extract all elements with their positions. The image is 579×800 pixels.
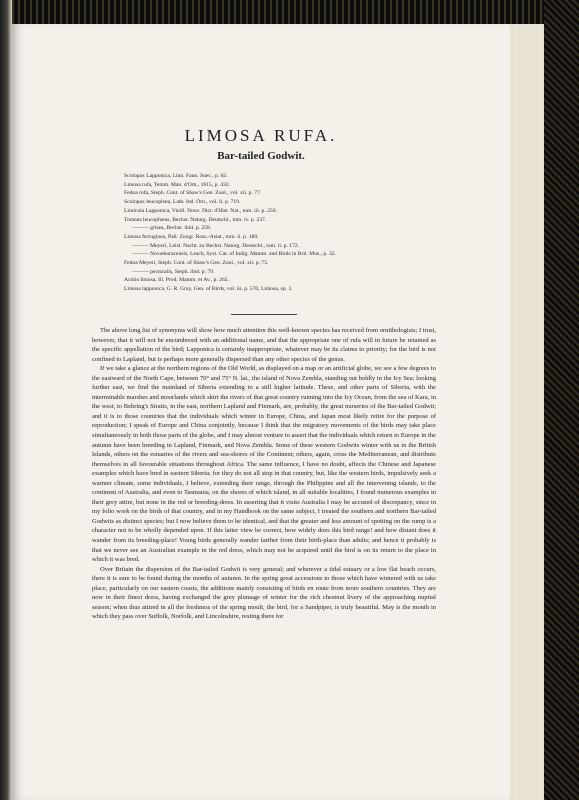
body-paragraph: If we take a glance at the northern regions of the Old World, as displayed on a map or an artificial globe, we see a few degrees to the eastward of the North Cape, between 70° and 75° N. lat., the island of Nova Zembla, standing out boldly in the Icy Sea; looking further east, we find the mainland of Siberia extending to a still higher latitude. These, and other parts of Siberia, with the interminable marshes and moorlands which skirt the rivers of that great country running into the Icy Ocean, from the sea of Kara, in the west, to Behring's Straits, in the east, northern Lapland and Finmark, are, probably, the great nurseries of the Bar-tailed Godwit; and it is to those countries that the individuals which winter in Europe, China, and Japan most likely retire for the purpose of reproduction; I speak of Europe and China conjointly, because I think that the migratory movements of the birds may take place simultaneously in both those parts of the globe, and I may almost venture to assert that the individuals which return to Europe in the autumn have been breeding in Lapland, Finmark, and Nova Zembla. Some of these western Godwits winter with us in the British Islands, others on the estuaries of the rivers and sea-shores of the Continent; others, again, cross the Mediterranean, and distribute themselves in all favourable situations throughout Africa. The same influence, I have no doubt, affects the Chinese and Japanese examples which have bred in eastern Siberia; for they do not all stop in that country, but, like the western birds, impulsively seek a warmer climate, some individuals, I believe, extending their range, through the Philippine and all the intervening islands, to the continent of Australia, and even to Tasmania, on the shores of which island, in all suitable localities, I found numerous examples in their grey attire, but none in the red or breeding-dress. In asserting that it visits Australia I may be accused of discrepancy, since in my folio work on the birds of that country, and in my Handbook on the same subject, I treated the southern and northern Bar-tailed Godwits as distinct species; but I now believe them to be identical, and that the greater and less amount of spotting on the rump is a character not to be wholly depended upon. If this latter view be correct, how widely does this bird range! and how distant does it wander from its breeding-place! Young birds generally wander farther from their birth-place than adults; and hence it probably is that we never see an Australian example in the red dress, which may not be acquired until the bird is on its return to the place in which it was bred. [92,365,436,564]
synonym-entry: Fedoa rufa, Steph. Cont. of Shaw's Gen. Zool., vol. xii. p. 77. [124,190,262,197]
common-name-subtitle: Bar-tailed Godwit. [217,150,305,162]
synonym-entry: Scolopax Lapponica, Linn. Faun. Suec., p. 62. [124,173,228,179]
synonym-entry: ——— Meyeri, Leisl. Nacht. zu Bechst. Naturg. Deutschl., tom. ii. p. 172. [132,242,300,249]
species-title: LIMOSA RUFA. [184,126,338,145]
synonym-entry: Actitis limosa, Ill. Prod. Mamm. et Av., p. 262. [124,277,229,284]
synonym-entry: Scolopax leucophæa, Lath. Ind. Orn., vol. ii. p. 719. [124,199,241,206]
synonym-entry: Totanus leucophæus, Bechst. Naturg. Deutschl., tom. iv. p. 237. [124,216,267,223]
body-paragraph: The above long list of synonyms will show how much attention this well-known species has received from ornithologists; I trust, however, that it will not be encumbered with an additional name, and that the appropriate one of rufa will in future be retained as the specific appellation of the bird; Lapponica is certainly inappropriate, whatever may be its claims to priority; for the bird is not confined to Lapland, but is perhaps more generally dispersed than any other species of the genus. [92,327,436,363]
synonym-entry: Fedoa Meyeri, Steph. Cont. of Shaw's Gen. Zool., vol. xii. p. 75. [124,260,269,267]
synonym-entry: Limosa rufa, Temm. Man. d'Orn., 1815, p. 432. [124,181,231,188]
book-gutter-left [0,0,12,800]
book-top-edge [12,0,544,24]
body-text [92,326,436,622]
synonym-entry: ——— pectoralis, Steph. ibid. p. 79. [132,268,215,275]
book-cover-edge [544,0,579,800]
body-paragraph: Over Britain the dispersion of the Bar-tailed Godwit is very general; and wherever a tidal estuary or a low flat beach occurs, there it is sure to be found during the months of autumn. In the spring great accessions to those which have wintered with us take place, particularly on our eastern coasts, the additions mainly consisting of birds en route from more southern countries. They are now in their finest dress, having exchanged the grey plumage of winter for the rich chestnut livery of the approaching nuptial season; when thus attired in all the freshness of the spring moult, the bird, for a Sandpiper, is truly beautiful. May is the month in which they pass over Suffolk, Norfolk, and Lincolnshire, resting there for [92,565,436,621]
synonym-entry: ——— Novæboracensis, Leach, Syst. Cat. of Indig. Mamm. and Birds in Brit. Mus., p. 32. [132,251,336,258]
synonym-entry: ——— grisea, Bechst. ibid. p. 258. [132,225,212,232]
page-edges-stack [510,24,544,800]
section-divider [231,314,297,315]
synonym-entry: Limicula Lapponica, Vieill. Nouv. Dict. d'Hist. Nat., tom. iii. p. 250. [124,207,277,214]
synonym-entry: Limosa ferruginea, Pall. Zoogr. Ross.-Asiat., tom. ii. p. 180. [124,233,259,240]
synonym-list [124,172,424,294]
synonym-entry: Limosa lapponica, G. R. Gray, Gen. of Birds, vol. iii. p. 570, Limosa, sp. 3. [124,286,293,293]
